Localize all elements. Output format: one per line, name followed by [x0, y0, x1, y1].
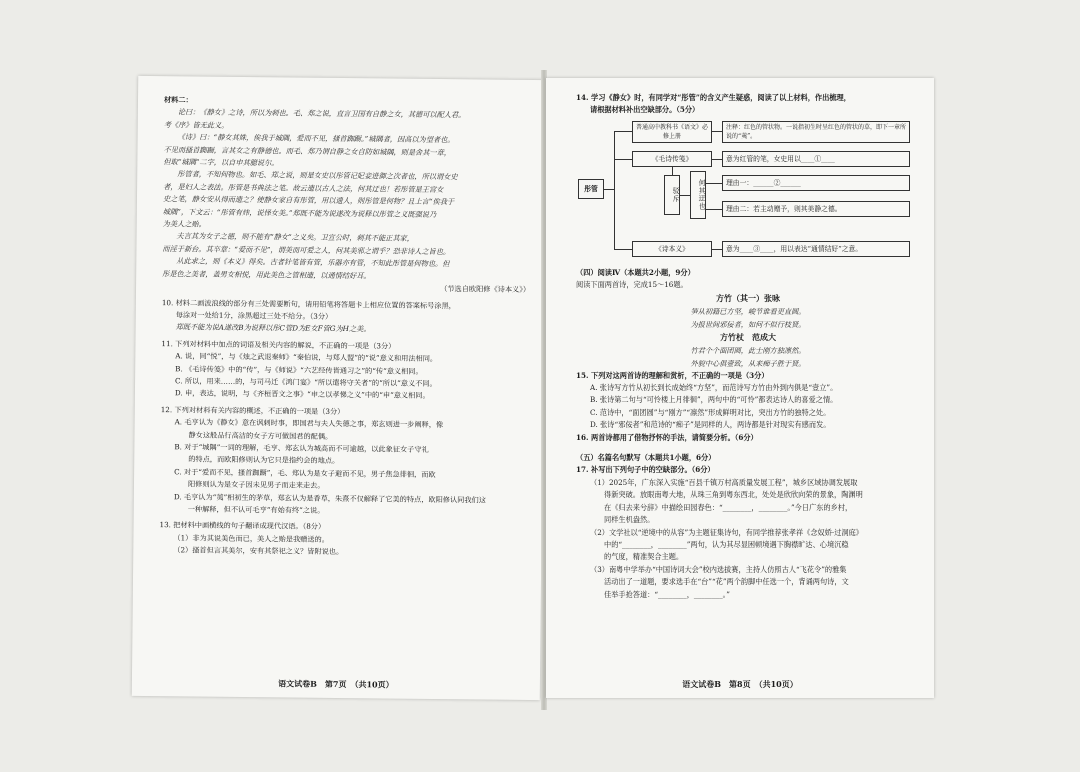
benyi-box: 《诗本义》	[632, 241, 712, 257]
q17-line-3: 在《归去来兮辞》中描绘田园春色：“________，________。”今日广东的乡村，	[604, 502, 853, 512]
poem-1	[576, 292, 920, 331]
material-line-10: 城隅”，下文云：“彤管有炜，说怿女美。”郑既不能为说遂改为说释以彤管之义既强说乃	[162, 206, 437, 219]
refute-box: 驳斥	[664, 175, 680, 215]
q17-line-5: （2）文学社以“逆境中的从容”为主题征集诗句，有同学推荐张孝祥《念奴娇·过洞庭》	[590, 527, 863, 537]
q17-line-6: 中的“________，________”两句，认为其尽显困顿境遇下胸襟旷达、心境沉稳	[604, 539, 849, 549]
section-4-heading: （四）阅读Ⅳ（本题共2小题，9分）	[576, 267, 695, 277]
mao-note: 意为红管的笔，女史用以____①____	[722, 151, 910, 167]
exam-page-8	[546, 78, 934, 698]
page-footer: 语文试卷B 第7页 （共10页）	[278, 678, 394, 690]
question-17-items	[576, 477, 920, 601]
poem-1-title: 方竹（其一）张咏	[716, 292, 780, 303]
q11-option-1: A. 说，同“悦”，与《烛之武退秦师》“秦伯说，与郑人盟”的“说”意义和用法相同。	[175, 351, 438, 364]
diagram-root: 彤管	[578, 179, 604, 199]
q15-option-1: A. 张诗写方竹从初长到长成始终“方坚”，而范诗写方竹由外到内俱是“壹立”。	[590, 383, 838, 393]
q12-option-3: B. 对于“城隅”一词的理解，毛亨、郑玄认为城高而不可逾越，以此象征女子守礼	[174, 442, 429, 454]
question-10-text: 郑既不能为说A遂改B为说释以彤C管D为E女F管G为H之美。	[175, 322, 371, 334]
material-line-16: （节选自欧阳修《诗本义》）	[440, 284, 531, 295]
q12-option-8: 一种解释，但不认可毛亨“有始有终”之说。	[187, 504, 325, 515]
question-14-stem-cont: 请根据材料补出空缺部分。（5分）	[590, 105, 700, 115]
poem-2-line-2: 外貌中心俱壹致，从来痴子胜于贤。	[690, 358, 806, 368]
material-line-6: 但取“城隅”二字，以自申其臆说尔。	[163, 157, 279, 168]
q12-option-7: D. 毛亨认为“荑”相初生的茅草，郑玄认为是香草，朱熹不仅解释了它美的特点，欧阳修认同我们这	[173, 491, 487, 505]
reason-two: 理由二：若主动赠予，则其美静之德。	[722, 201, 910, 217]
q17-line-2: 得新突破。放眼南粤大地，从珠三角到粤东西北，处处是欣欣向荣的景象，陶渊明	[604, 490, 863, 500]
section-4-intro: 阅读下面两首诗，完成15～16题。	[576, 280, 688, 290]
poem-2-title: 方竹杖 范成大	[720, 331, 776, 342]
question-13-stem: 13. 把材料中画横线的句子翻译成现代汉语。（8分）	[159, 520, 326, 532]
material-line-2: 论曰：《静女》之诗，所以为刺也。毛、郑之说，直言卫国有自静之女，其德可以配人君。	[177, 107, 466, 120]
material-line-7: 彤管者，不知何物也。如毛、郑之说，则是女史以彤管记妃妾进御之次者也，所以谓女史	[177, 169, 458, 182]
why-box: 何其迂也	[690, 171, 706, 219]
q11-option-4: D. 申，表达，说明，与《齐桓晋文之事》“申之以孝悌之义”中的“申”意义相同。	[174, 388, 430, 401]
q12-option-4: 的特点，而欧阳修则认为它只是指约会的地点。	[188, 454, 340, 466]
q15-option-2: B. 张诗第二句与“可怜楼上月徘徊”，两句中的“可怜”都表达诗人的喜爱之情。	[590, 395, 838, 405]
material-line-1: 材料二：	[163, 95, 193, 105]
material-two	[162, 94, 532, 296]
q12-option-5: C. 对于“爱而不见，搔首踟蹰”，毛、郑认为是女子避而不见，男子焦急徘徊，而欧	[174, 467, 436, 479]
reason-one: 理由一：______②______	[722, 175, 910, 191]
material-line-15: 彤是色之美者，盖男女相悦，用此美色之管相遗，以通情结好耳。	[162, 268, 371, 281]
q12-option-1: A. 毛亨认为《静女》意在讽刺时事，即国君与夫人失德之事，郑玄则进一步阐释，像	[174, 417, 444, 430]
page-footer: 语文试卷B 第8页 （共10页）	[682, 679, 798, 689]
poem-2-line-1: 竹君个个面团圆，此士刚方独凛然。	[690, 345, 806, 355]
q17-line-10: 佳举手抢答道：“________，________。”	[604, 589, 730, 599]
material-line-8: 者，是妇人之表法。彤管是书典法之笔。故云遗以古人之法，何其迂也！若彤管是王宫女	[163, 181, 444, 194]
benyi-note: 意为____③____，用以表达“通情结好”之意。	[722, 241, 910, 257]
q15-option-4: D. 张诗“邪佞者”和范诗的“痴子”是同样的人，两诗都是针对现实有感而发。	[590, 420, 831, 430]
material-line-11: 为美人之贻。	[162, 219, 206, 229]
section-5-heading: （五）名篇名句默写（本题共1小题，6分）	[576, 453, 716, 463]
q15-option-3: C. 范诗中，“面团圆”与“刚方”“凛然”形成鲜明对比，突出方竹的独特之处。	[590, 407, 831, 417]
textbook-note: 注释：红色的管状物。一说指初生时呈红色的管状的草，即下一章所说的“荑”。	[722, 121, 910, 143]
q17-line-4: 同样生机盎然。	[604, 515, 655, 525]
mao-box: 《毛诗传笺》	[632, 151, 712, 167]
question-17-stem: 17. 补写出下列句子中的空缺部分。（6分）	[576, 465, 715, 475]
question-14-stem: 14. 学习《静女》时，有同学对“彤管”的含义产生疑惑，阅读了以上材料，作出梳理，	[576, 93, 851, 102]
poem-1-line-1: 笋从初籍已方坚，峻节谁看更直圆。	[690, 306, 806, 316]
q12-option-2: 静女这般品行高洁的女子方可做国君的配偶。	[188, 429, 333, 441]
question-10-stem: 10. 材料二画波浪线的部分有三处需要断句，请用铅笔将答题卡上相应位置的答案标号涂黑，	[161, 297, 456, 310]
poem-2	[576, 331, 920, 370]
caiguan-diagram	[576, 121, 920, 263]
q11-option-2: B. 《毛诗传笺》中的“传”，与《师说》“六艺经传皆通习之”的“传”意义相同。	[175, 363, 423, 376]
q12-option-6: 阳修则认为是女子因未见男子而走来走去。	[187, 479, 325, 491]
question-12-options	[160, 416, 529, 519]
material-line-5: 不见而搔首踟蹰，言其女之有静德也。而毛、郑乃谓自静之女自防如城隅，则是舍其一章，	[163, 144, 452, 157]
q11-option-3: C. 所以，用来……的，与司马迁《鸿门宴》“所以遣将守关者”的“所以”意义不同。	[175, 376, 437, 388]
question-13-item-1: （1）非为其说美色而已，美人之贻是我赠送的。	[173, 533, 329, 544]
material-line-9: 史之笔，静女安从得而遗之？使静女家自有彤管，用以遗人，则彤管是何物？且上言“俟我于	[162, 194, 455, 207]
material-line-13: 而淫于新台。其卒章：“爱而不见”，谓美而可爱之人，何其美邪之谓乎？恐非诗人之旨也。	[162, 244, 451, 257]
q17-line-7: 的气度，精准契合主题。	[604, 552, 684, 562]
question-11-options	[161, 350, 529, 403]
exam-page-7	[132, 76, 546, 700]
material-line-3: 考《序》皆无此义。	[163, 119, 229, 130]
question-16: 16. 两首诗都用了借物抒怀的手法，请简要分析。（6分）	[576, 432, 758, 442]
material-line-12: 夫言其为女子之德，则不能有“静女”之义矣。卫宣公时，刺其不能正其家，	[176, 231, 414, 244]
question-13-item-2: （2）搔首但言其美尔，安有其祭祀之义？皆附说也。	[173, 545, 344, 557]
question-15-options	[576, 382, 920, 432]
textbook-box: 普通高中教科书《语文》必修上册	[632, 121, 712, 143]
question-10-stem-cont: 每涂对一处给1分，涂黑超过三处不给分。（3分）	[175, 310, 333, 321]
question-11-stem: 11. 下列对材料中加点的词语及相关内容的解说，不正确的一项是（3分）	[161, 338, 396, 351]
poem-1-line-2: 为报世间邪佞者，如何不似行枝贤。	[690, 319, 806, 329]
material-line-14: 从此求之，则《本义》得矣。古者针笔皆有管，乐器亦有管，不知此彤管是何物也。但	[176, 256, 450, 269]
question-12-stem: 12. 下列对材料有关内容的概述，不正确的一项是（3分）	[160, 404, 345, 416]
question-15-stem: 15. 下列对这两首诗的理解和赏析，不正确的一项是（3分）	[576, 370, 769, 380]
material-line-4: 《诗》曰：“静女其姝，俟我于城隅，爱而不见，搔首踟蹰。”城隅者，因高以为望者也。	[177, 132, 455, 145]
q17-line-8: （3）南粤中学举办“中国诗词大会”校内选拔赛，主持人仿照古人“飞花令”的雅集	[590, 564, 847, 574]
q17-line-1: （1）2025年，广东深入实施“百县千镇万村高质量发展工程”，城乡区域协调发展取	[590, 477, 858, 487]
q17-line-9: 活动出了一道题，要求选手在“台”“花”两个韵脚中任选一个，背诵两句诗，文	[604, 577, 849, 587]
